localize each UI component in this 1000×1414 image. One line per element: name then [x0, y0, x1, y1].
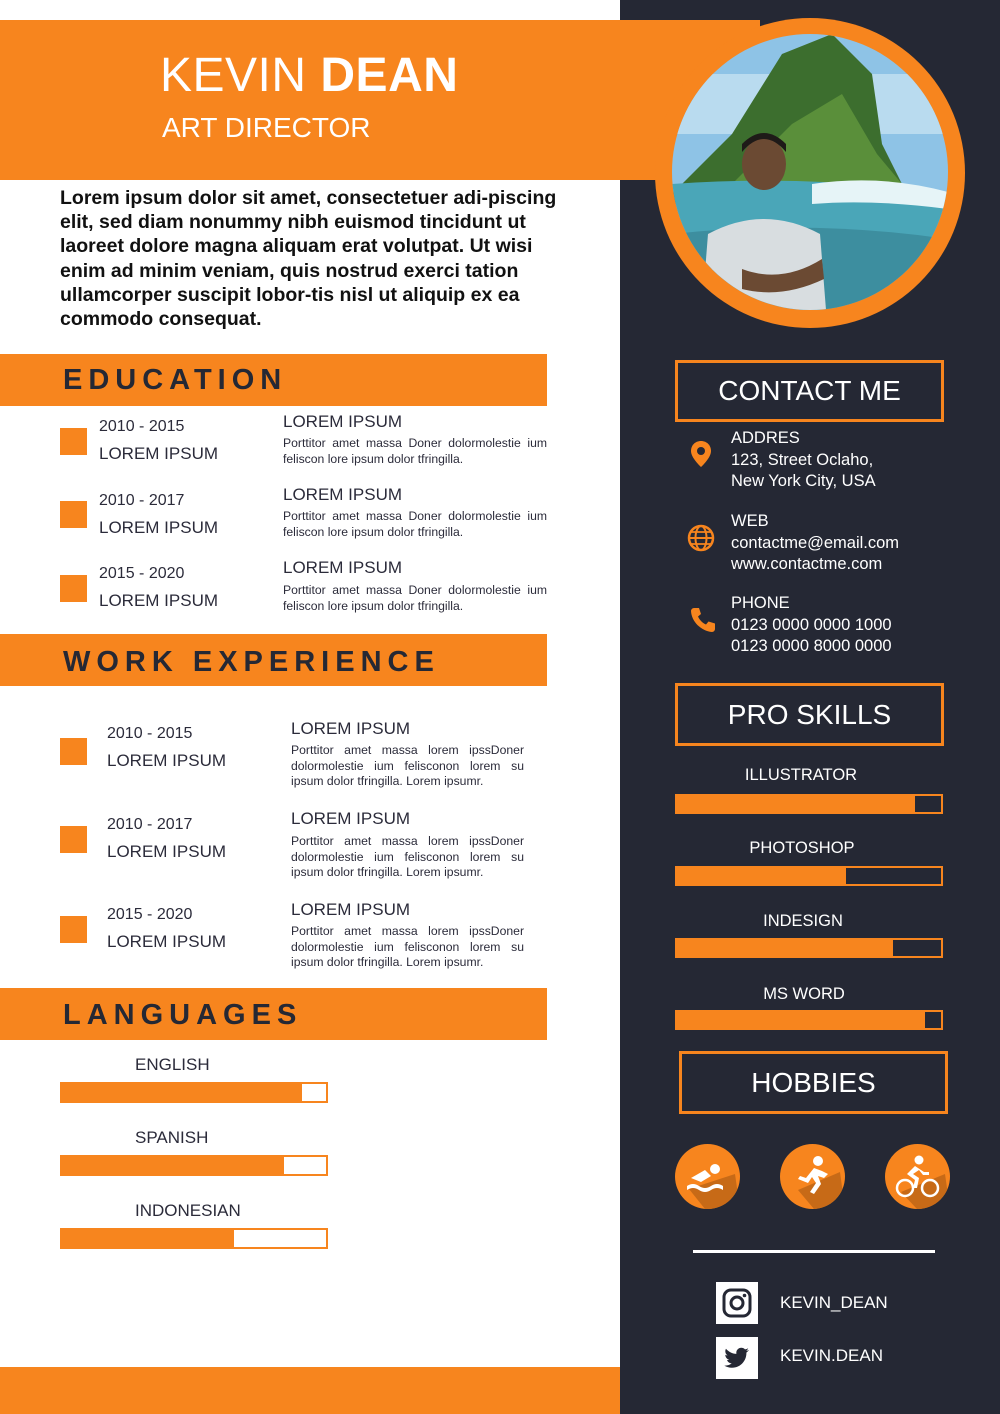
address-block — [731, 428, 876, 493]
web-label: WEB — [731, 512, 769, 530]
entry-years: 2010 - 2017 — [99, 492, 185, 509]
profile-photo-illustration — [672, 34, 948, 310]
language-label: SPANISH — [135, 1128, 209, 1147]
website-text[interactable]: www.contactme.com — [731, 555, 883, 573]
entry-description: Porttitor amet massa lorem ipssDoner dolormolestie ium felisconon lorem su ipsum dolor tfringilla. Lorem ipsumr. — [291, 924, 524, 970]
bullet-square — [60, 575, 87, 602]
contact-heading: CONTACT ME — [675, 360, 944, 422]
language-level-fill — [62, 1157, 284, 1174]
instagram-icon[interactable] — [716, 1282, 758, 1324]
phone-number-1[interactable]: 0123 0000 0000 1000 — [731, 615, 892, 634]
swimming-icon — [675, 1144, 740, 1209]
language-label: INDONESIAN — [135, 1201, 241, 1220]
skill-label: ILLUSTRATOR — [744, 766, 858, 784]
entry-description: Porttitor amet massa Doner dolormolestie ium feliscon lore ipsum dolor tfringilla. — [283, 583, 547, 613]
cycling-icon — [885, 1144, 950, 1209]
skill-level-fill — [677, 1012, 925, 1028]
entry-description: Porttitor amet massa lorem ipssDoner dolormolestie ium felisconon lorem su ipsum dolor tfringilla. Lorem ipsumr. — [291, 743, 524, 789]
entry-place: LOREM IPSUM — [99, 591, 219, 610]
skill-label: PHOTOSHOP — [749, 839, 855, 857]
full-name — [160, 49, 459, 102]
entry-heading: LOREM IPSUM — [283, 558, 403, 577]
globe-icon — [686, 523, 716, 553]
bullet-square — [60, 738, 87, 765]
languages-title: LANGUAGES — [63, 999, 303, 1031]
entry-years: 2010 - 2017 — [107, 816, 193, 833]
entry-heading: LOREM IPSUM — [283, 412, 403, 431]
entry-place: LOREM IPSUM — [107, 842, 227, 861]
twitter-handle[interactable]: KEVIN.DEAN — [780, 1346, 883, 1365]
entry-heading: LOREM IPSUM — [291, 809, 411, 828]
entry-description: Porttitor amet massa Doner dolormolestie ium feliscon lore ipsum dolor tfringilla. — [283, 436, 547, 466]
pro-skills-heading: PRO SKILLS — [675, 683, 944, 746]
entry-heading: LOREM IPSUM — [291, 719, 411, 738]
profile-photo — [672, 34, 948, 310]
intro-paragraph: Lorem ipsum dolor sit amet, consectetuer adi-piscing elit, sed diam nonummy nibh euismod tincidunt ut laoreet dolore magna aliquam erat volutpat. Ut wisi enim ad minim veniam, quis nostrud exerci tation ullamcorper suscipit lobor-tis nisl ut aliquip ex ea commodo consequat. — [60, 187, 557, 331]
bullet-square — [60, 916, 87, 943]
running-icon — [780, 1144, 845, 1209]
entry-heading: LOREM IPSUM — [291, 900, 411, 919]
skill-level-bar — [675, 1010, 943, 1030]
bullet-square — [60, 501, 87, 528]
twitter-icon[interactable] — [716, 1337, 758, 1379]
instagram-handle[interactable]: KEVIN_DEAN — [780, 1293, 888, 1312]
bullet-square — [60, 826, 87, 853]
work-experience-title: WORK EXPERIENCE — [63, 646, 440, 678]
entry-description: Porttitor amet massa Doner dolormolestie ium feliscon lore ipsum dolor tfringilla. — [283, 509, 547, 539]
phone-number-2[interactable]: 0123 0000 8000 0000 — [731, 637, 892, 655]
entry-place: LOREM IPSUM — [99, 518, 219, 537]
skill-label: MS WORD — [763, 985, 845, 1003]
entry-description: Porttitor amet massa lorem ipssDoner dolormolestie ium felisconon lorem su ipsum dolor tfringilla. Lorem ipsumr. — [291, 834, 524, 880]
entry-place: LOREM IPSUM — [107, 932, 227, 951]
address-line-2: New York City, USA — [731, 472, 876, 490]
skill-level-bar — [675, 866, 943, 886]
skill-level-fill — [677, 868, 846, 884]
last-name: DEAN — [320, 49, 459, 102]
email-text[interactable]: contactme@email.com — [731, 533, 900, 552]
language-label: ENGLISH — [135, 1055, 210, 1074]
skill-level-bar — [675, 794, 943, 814]
entry-years: 2015 - 2020 — [99, 565, 185, 582]
skill-level-fill — [677, 796, 915, 812]
phone-icon — [688, 605, 718, 635]
footer-band — [0, 1367, 620, 1414]
hobbies-heading: HOBBIES — [679, 1051, 948, 1114]
location-pin-icon — [686, 439, 716, 469]
sidebar-divider — [693, 1250, 935, 1253]
address-label: ADDRES — [731, 429, 800, 447]
job-title: ART DIRECTOR — [162, 112, 371, 143]
bullet-square — [60, 428, 87, 455]
language-level-fill — [62, 1084, 302, 1101]
language-level-fill — [62, 1230, 234, 1247]
entry-years: 2010 - 2015 — [107, 725, 193, 742]
language-level-bar — [60, 1082, 328, 1103]
phone-block — [731, 593, 892, 658]
entry-years: 2015 - 2020 — [107, 906, 193, 923]
skill-level-bar — [675, 938, 943, 958]
education-title: EDUCATION — [63, 364, 288, 396]
address-line-1: 123, Street Oclaho, — [731, 450, 874, 469]
skill-label: INDESIGN — [763, 912, 843, 930]
entry-years: 2010 - 2015 — [99, 418, 185, 435]
entry-place: LOREM IPSUM — [99, 444, 219, 463]
language-level-bar — [60, 1155, 328, 1176]
first-name: KEVIN — [160, 49, 307, 102]
web-block — [731, 511, 899, 576]
entry-place: LOREM IPSUM — [107, 751, 227, 770]
phone-label: PHONE — [731, 594, 790, 612]
entry-heading: LOREM IPSUM — [283, 485, 403, 504]
language-level-bar — [60, 1228, 328, 1249]
skill-level-fill — [677, 940, 893, 956]
